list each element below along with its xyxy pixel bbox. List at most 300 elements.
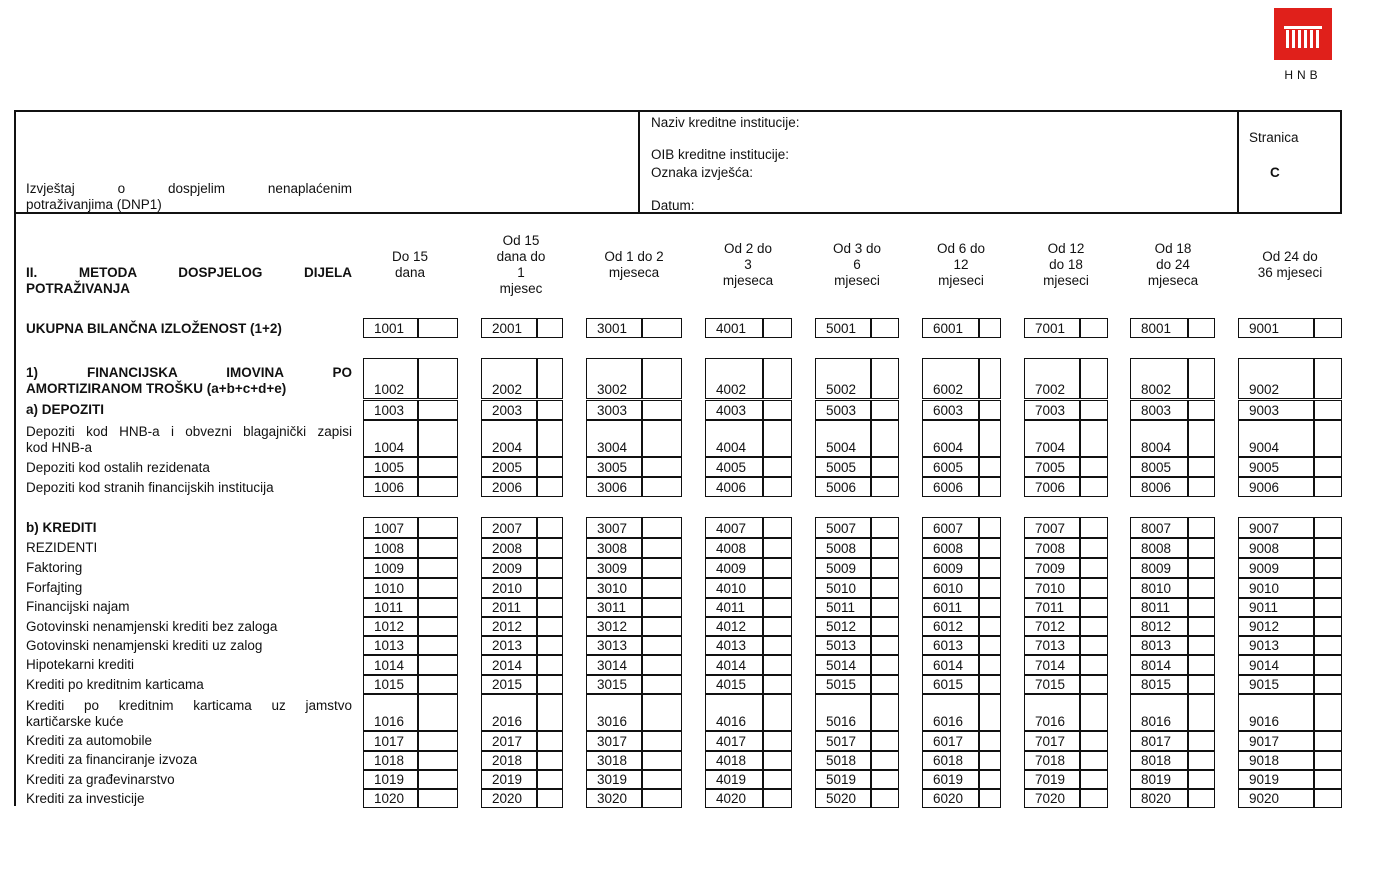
row-label: REZIDENTI: [26, 540, 98, 555]
code-cell[interactable]: [815, 617, 899, 636]
row-code: 2003: [492, 403, 523, 418]
row-code: 6018: [933, 753, 964, 768]
code-cell[interactable]: [586, 400, 682, 420]
row-code: 5001: [826, 321, 857, 336]
code-cell[interactable]: [1238, 655, 1342, 675]
code-cell[interactable]: [481, 558, 563, 578]
code-cell[interactable]: [705, 578, 792, 598]
code-cell[interactable]: [705, 477, 792, 497]
code-cell[interactable]: [586, 789, 682, 808]
code-cell[interactable]: [586, 770, 682, 789]
code-cell[interactable]: [1024, 538, 1108, 558]
cell-divider: [762, 578, 764, 598]
row-code: 9018: [1249, 753, 1280, 768]
cell-divider: [762, 558, 764, 578]
column-header-line: Do 15: [391, 249, 429, 264]
code-cell[interactable]: [363, 420, 458, 457]
code-cell[interactable]: [481, 636, 563, 655]
code-cell[interactable]: [705, 789, 792, 808]
row-code: 2011: [492, 600, 522, 615]
code-cell[interactable]: [1238, 751, 1342, 770]
code-cell[interactable]: [363, 598, 458, 617]
code-cell[interactable]: [1024, 617, 1108, 636]
row-code: 7016: [1035, 714, 1066, 729]
row-code: 8003: [1141, 403, 1172, 418]
code-cell[interactable]: [922, 400, 1001, 420]
cell-divider: [1313, 477, 1315, 497]
code-cell[interactable]: [815, 318, 899, 338]
column-header-line: dana do: [496, 249, 546, 264]
code-cell[interactable]: [1024, 558, 1108, 578]
code-cell[interactable]: [815, 675, 899, 694]
cell-divider: [1313, 400, 1315, 420]
code-cell[interactable]: [481, 400, 563, 420]
code-cell[interactable]: [705, 731, 792, 751]
row-code: 7008: [1035, 541, 1066, 556]
code-cell[interactable]: [705, 655, 792, 675]
row-code: 4003: [716, 403, 747, 418]
code-cell[interactable]: [922, 538, 1001, 558]
code-cell[interactable]: [922, 770, 1001, 789]
code-cell[interactable]: [1238, 598, 1342, 617]
code-cell[interactable]: [705, 751, 792, 770]
code-cell[interactable]: [586, 617, 682, 636]
code-cell[interactable]: [363, 358, 458, 399]
code-cell[interactable]: [586, 636, 682, 655]
code-cell[interactable]: [815, 694, 899, 731]
row-code: 9007: [1249, 521, 1280, 536]
code-cell[interactable]: [922, 358, 1001, 399]
code-cell[interactable]: [481, 517, 563, 538]
code-cell[interactable]: [1130, 457, 1215, 477]
code-cell[interactable]: [922, 617, 1001, 636]
code-cell[interactable]: [1024, 578, 1108, 598]
cell-divider: [536, 477, 538, 497]
row-label: a) DEPOZITI: [26, 402, 105, 417]
code-cell[interactable]: [1130, 694, 1215, 731]
code-cell[interactable]: [1238, 731, 1342, 751]
code-cell[interactable]: [363, 655, 458, 675]
row-code: 3016: [597, 714, 628, 729]
code-cell[interactable]: [922, 477, 1001, 497]
row-code: 6013: [933, 638, 964, 653]
row-code: 2020: [492, 791, 523, 806]
code-cell[interactable]: [586, 751, 682, 770]
row-code: 1012: [374, 619, 405, 634]
code-cell[interactable]: [363, 694, 458, 731]
row-code: 9019: [1249, 772, 1280, 787]
code-cell[interactable]: [705, 358, 792, 399]
code-cell[interactable]: [922, 675, 1001, 694]
code-cell[interactable]: [1130, 517, 1215, 538]
code-cell[interactable]: [1238, 789, 1342, 808]
row-code: 6019: [933, 772, 964, 787]
code-cell[interactable]: [1130, 420, 1215, 457]
row-code: 9017: [1249, 734, 1280, 749]
code-cell[interactable]: [1238, 400, 1342, 420]
row-code: 4015: [716, 677, 747, 692]
code-cell[interactable]: [363, 770, 458, 789]
code-cell[interactable]: [922, 598, 1001, 617]
cell-divider: [1313, 731, 1315, 751]
cell-divider: [536, 358, 538, 399]
code-cell[interactable]: [363, 477, 458, 497]
code-cell[interactable]: [481, 538, 563, 558]
cell-divider: [1313, 675, 1315, 694]
row-code: 8018: [1141, 753, 1172, 768]
cell-divider: [641, 789, 643, 808]
cell-divider: [762, 358, 764, 399]
cell-divider: [978, 578, 980, 598]
cell-divider: [1079, 617, 1081, 636]
cell-divider: [417, 770, 419, 789]
row-code: 9016: [1249, 714, 1280, 729]
code-cell[interactable]: [815, 770, 899, 789]
row-code: 1008: [374, 541, 405, 556]
code-cell[interactable]: [363, 617, 458, 636]
code-cell[interactable]: [705, 636, 792, 655]
column-header-line: mjeseci: [1043, 273, 1089, 288]
cell-divider: [1313, 617, 1315, 636]
code-cell[interactable]: [705, 517, 792, 538]
code-cell[interactable]: [1024, 655, 1108, 675]
code-cell[interactable]: [705, 617, 792, 636]
cell-divider: [870, 731, 872, 751]
code-cell[interactable]: [1238, 617, 1342, 636]
code-cell[interactable]: [1024, 358, 1108, 399]
code-cell[interactable]: [815, 558, 899, 578]
row-code: 9005: [1249, 460, 1280, 475]
code-cell[interactable]: [815, 420, 899, 457]
code-cell[interactable]: [1024, 477, 1108, 497]
cell-divider: [536, 636, 538, 655]
row-code: 5006: [826, 480, 857, 495]
code-cell[interactable]: [363, 578, 458, 598]
code-cell[interactable]: [586, 731, 682, 751]
code-cell[interactable]: [1024, 751, 1108, 770]
row-code: 4017: [716, 734, 747, 749]
code-cell[interactable]: [922, 578, 1001, 598]
code-cell[interactable]: [1238, 358, 1342, 399]
code-cell[interactable]: [705, 318, 792, 338]
code-cell[interactable]: [815, 400, 899, 420]
cell-divider: [1313, 420, 1315, 457]
cell-divider: [762, 770, 764, 789]
code-cell[interactable]: [1238, 694, 1342, 731]
row-label: Depoziti kod HNB-a i obvezni blagajnički zapisi: [26, 424, 352, 439]
code-cell[interactable]: [1024, 457, 1108, 477]
row-code: 2008: [492, 541, 523, 556]
row-code: 3018: [597, 753, 628, 768]
column-header-line: mjeseci: [938, 273, 984, 288]
code-cell[interactable]: [586, 358, 682, 399]
code-cell[interactable]: [922, 636, 1001, 655]
code-cell[interactable]: [1130, 655, 1215, 675]
code-cell[interactable]: [586, 655, 682, 675]
code-cell[interactable]: [363, 731, 458, 751]
code-cell[interactable]: [1024, 770, 1108, 789]
row-code: 2002: [492, 382, 523, 397]
row-code: 7019: [1035, 772, 1066, 787]
code-cell[interactable]: [1130, 617, 1215, 636]
code-cell[interactable]: [1024, 675, 1108, 694]
row-code: 6002: [933, 382, 964, 397]
code-cell[interactable]: [481, 731, 563, 751]
code-cell[interactable]: [586, 477, 682, 497]
code-cell[interactable]: [705, 598, 792, 617]
cell-divider: [641, 675, 643, 694]
code-cell[interactable]: [1130, 598, 1215, 617]
cell-divider: [1187, 655, 1189, 675]
cell-divider: [417, 578, 419, 598]
cell-divider: [641, 578, 643, 598]
code-cell[interactable]: [481, 694, 563, 731]
code-cell[interactable]: [363, 538, 458, 558]
code-cell[interactable]: [1024, 420, 1108, 457]
row-code: 3009: [597, 561, 628, 576]
row-code: 1016: [374, 714, 405, 729]
cell-divider: [978, 770, 980, 789]
row-code: 3013: [597, 638, 628, 653]
cell-divider: [870, 558, 872, 578]
code-cell[interactable]: [1238, 477, 1342, 497]
row-code: 7003: [1035, 403, 1066, 418]
code-cell[interactable]: [1024, 789, 1108, 808]
column-header: [911, 241, 1011, 289]
row-code: 5003: [826, 403, 857, 418]
code-cell[interactable]: [705, 770, 792, 789]
row-code: 2012: [492, 619, 523, 634]
code-cell[interactable]: [481, 751, 563, 770]
cell-divider: [1187, 358, 1189, 399]
code-cell[interactable]: [705, 457, 792, 477]
cell-divider: [870, 517, 872, 538]
code-cell[interactable]: [815, 477, 899, 497]
code-cell[interactable]: [363, 517, 458, 538]
cell-divider: [417, 558, 419, 578]
column-header-line: 12: [953, 257, 969, 272]
code-cell[interactable]: [1130, 400, 1215, 420]
code-cell[interactable]: [922, 517, 1001, 538]
code-cell[interactable]: [586, 694, 682, 731]
code-cell[interactable]: [586, 538, 682, 558]
code-cell[interactable]: [815, 538, 899, 558]
code-cell[interactable]: [815, 636, 899, 655]
code-cell[interactable]: [481, 655, 563, 675]
code-cell[interactable]: [705, 400, 792, 420]
code-cell[interactable]: [363, 675, 458, 694]
code-cell[interactable]: [1130, 770, 1215, 789]
cell-divider: [762, 731, 764, 751]
row-code: 1019: [374, 772, 405, 787]
code-cell[interactable]: [481, 675, 563, 694]
code-cell[interactable]: [1238, 517, 1342, 538]
code-cell[interactable]: [815, 358, 899, 399]
code-cell[interactable]: [1238, 675, 1342, 694]
cell-divider: [1079, 731, 1081, 751]
code-cell[interactable]: [363, 457, 458, 477]
cell-divider: [536, 617, 538, 636]
cell-divider: [1079, 420, 1081, 457]
code-cell[interactable]: [922, 420, 1001, 457]
cell-divider: [762, 420, 764, 457]
row-code: 7020: [1035, 791, 1066, 806]
code-cell[interactable]: [1238, 636, 1342, 655]
code-cell[interactable]: [1130, 477, 1215, 497]
code-cell[interactable]: [815, 578, 899, 598]
code-cell[interactable]: [586, 318, 682, 338]
code-cell[interactable]: [705, 694, 792, 731]
code-cell[interactable]: [922, 318, 1001, 338]
code-cell[interactable]: [586, 675, 682, 694]
code-cell[interactable]: [922, 731, 1001, 751]
code-cell[interactable]: [1024, 636, 1108, 655]
cell-divider: [978, 400, 980, 420]
code-cell[interactable]: [1238, 558, 1342, 578]
row-code: 3001: [597, 321, 628, 336]
code-cell[interactable]: [363, 400, 458, 420]
code-cell[interactable]: [363, 636, 458, 655]
report-code-label: Oznaka izvješća:: [651, 165, 754, 180]
code-cell[interactable]: [481, 358, 563, 399]
code-cell[interactable]: [586, 420, 682, 457]
cell-divider: [1187, 694, 1189, 731]
code-cell[interactable]: [1130, 558, 1215, 578]
row-code: 2013: [492, 638, 523, 653]
code-cell[interactable]: [1238, 420, 1342, 457]
row-code: 4014: [716, 658, 747, 673]
code-cell[interactable]: [481, 457, 563, 477]
code-cell[interactable]: [1238, 318, 1342, 338]
cell-divider: [1079, 558, 1081, 578]
row-label: Krediti po kreditnim karticama: [26, 677, 204, 692]
cell-divider: [1079, 770, 1081, 789]
code-cell[interactable]: [1130, 358, 1215, 399]
cell-divider: [417, 538, 419, 558]
code-cell[interactable]: [1130, 731, 1215, 751]
code-cell[interactable]: [922, 655, 1001, 675]
code-cell[interactable]: [1024, 318, 1108, 338]
row-code: 7005: [1035, 460, 1066, 475]
header-top-border: [14, 110, 1342, 112]
column-header-line: Od 24 do: [1262, 249, 1318, 264]
code-cell[interactable]: [1238, 538, 1342, 558]
code-cell[interactable]: [1024, 517, 1108, 538]
code-cell[interactable]: [481, 420, 563, 457]
code-cell[interactable]: [705, 420, 792, 457]
column-header: [807, 241, 907, 289]
code-cell[interactable]: [481, 598, 563, 617]
code-cell[interactable]: [1130, 318, 1215, 338]
code-cell[interactable]: [481, 770, 563, 789]
code-cell[interactable]: [815, 731, 899, 751]
cell-divider: [1187, 457, 1189, 477]
code-cell[interactable]: [1130, 751, 1215, 770]
cell-divider: [978, 675, 980, 694]
code-cell[interactable]: [705, 675, 792, 694]
code-cell[interactable]: [586, 558, 682, 578]
code-cell[interactable]: [1024, 694, 1108, 731]
code-cell[interactable]: [922, 457, 1001, 477]
cell-divider: [978, 538, 980, 558]
cell-divider: [536, 731, 538, 751]
code-cell[interactable]: [815, 598, 899, 617]
code-cell[interactable]: [922, 789, 1001, 808]
row-label: Hipotekarni krediti: [26, 657, 135, 672]
code-cell[interactable]: [1238, 578, 1342, 598]
code-cell[interactable]: [815, 789, 899, 808]
code-cell[interactable]: [815, 655, 899, 675]
code-cell[interactable]: [363, 789, 458, 808]
row-code: 5004: [826, 440, 857, 455]
cell-divider: [762, 477, 764, 497]
cell-divider: [870, 751, 872, 770]
cell-divider: [978, 457, 980, 477]
code-cell[interactable]: [1024, 598, 1108, 617]
code-cell[interactable]: [586, 517, 682, 538]
cell-divider: [641, 358, 643, 399]
code-cell[interactable]: [1238, 457, 1342, 477]
row-code: 2010: [492, 581, 523, 596]
code-cell[interactable]: [922, 694, 1001, 731]
code-cell[interactable]: [815, 517, 899, 538]
cell-divider: [1313, 636, 1315, 655]
code-cell[interactable]: [1130, 789, 1215, 808]
code-cell[interactable]: [1130, 636, 1215, 655]
row-code: 2001: [492, 321, 523, 336]
code-cell[interactable]: [1024, 400, 1108, 420]
row-code: 1010: [374, 581, 405, 596]
code-cell[interactable]: [586, 457, 682, 477]
row-code: 8002: [1141, 382, 1172, 397]
cell-divider: [417, 731, 419, 751]
code-cell[interactable]: [922, 558, 1001, 578]
code-cell[interactable]: [481, 318, 563, 338]
code-cell[interactable]: [1024, 731, 1108, 751]
code-cell[interactable]: [481, 789, 563, 808]
code-cell[interactable]: [363, 751, 458, 770]
cell-divider: [1187, 789, 1189, 808]
row-code: 3020: [597, 791, 628, 806]
row-code: 3002: [597, 382, 628, 397]
row-label: Gotovinski nenamjenski krediti bez zaloga: [26, 619, 278, 634]
code-cell[interactable]: [815, 457, 899, 477]
code-cell[interactable]: [481, 617, 563, 636]
code-cell[interactable]: [1130, 538, 1215, 558]
code-cell[interactable]: [586, 598, 682, 617]
column-header: [1240, 249, 1340, 281]
code-cell[interactable]: [815, 751, 899, 770]
code-cell[interactable]: [705, 558, 792, 578]
code-cell[interactable]: [481, 578, 563, 598]
code-cell[interactable]: [586, 578, 682, 598]
code-cell[interactable]: [705, 538, 792, 558]
cell-divider: [762, 400, 764, 420]
code-cell[interactable]: [1130, 578, 1215, 598]
cell-divider: [870, 420, 872, 457]
row-code: 3011: [597, 600, 627, 615]
code-cell[interactable]: [922, 751, 1001, 770]
column-header-line: 1: [517, 265, 525, 280]
code-cell[interactable]: [1130, 675, 1215, 694]
page-value: C: [1270, 165, 1280, 180]
row-code: 6014: [933, 658, 964, 673]
code-cell[interactable]: [1238, 770, 1342, 789]
cell-divider: [536, 517, 538, 538]
code-cell[interactable]: [363, 558, 458, 578]
code-cell[interactable]: [363, 318, 458, 338]
code-cell[interactable]: [481, 477, 563, 497]
